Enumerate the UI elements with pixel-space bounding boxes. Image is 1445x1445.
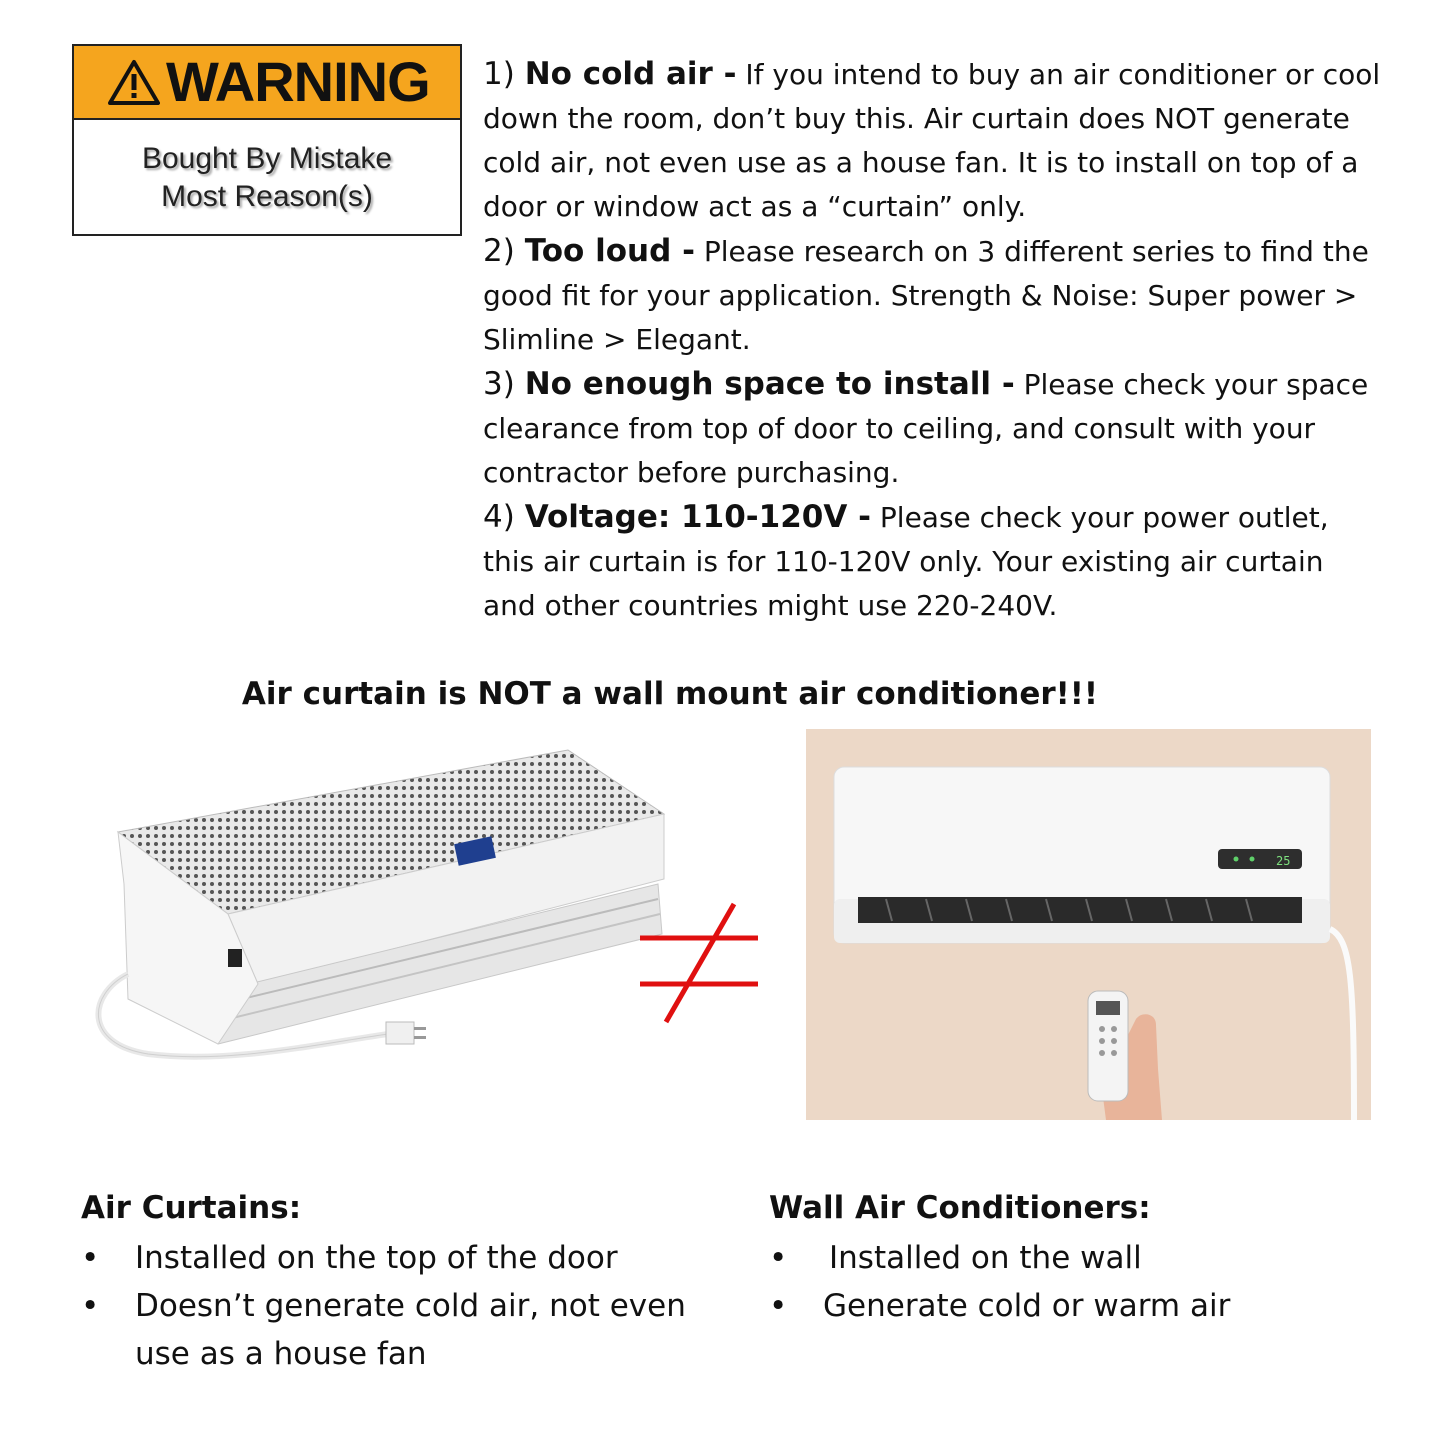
reason-number: 4) — [483, 499, 515, 535]
headline: Air curtain is NOT a wall mount air conditioner!!! — [241, 676, 1099, 712]
bullet-icon: • — [769, 1240, 788, 1276]
list-item — [81, 1282, 741, 1378]
list-item — [769, 1282, 1389, 1330]
warning-line-1: Bought By Mistake — [141, 142, 393, 175]
list-item-text: Doesn’t generate cold air, not even use as a house fan — [135, 1288, 686, 1372]
air-curtains-column — [81, 1184, 741, 1378]
wall-air-conditioner-image — [806, 729, 1371, 1120]
air-curtain-image — [88, 744, 678, 1074]
warning-triangle-icon — [108, 59, 160, 105]
reason-title: Voltage: 110-120V - — [524, 499, 871, 535]
reasons-list — [483, 52, 1383, 628]
ac-display-text: 25 — [1276, 854, 1291, 868]
warning-line-2: Most Reason(s) — [161, 180, 373, 213]
reason-title: No cold air - — [524, 56, 737, 92]
warning-sign — [72, 44, 462, 236]
reason-text: Please check your power outlet, this air curtain is for 110-120V only. Your existing air curtain and other countries might use 220-240V. — [483, 501, 1329, 622]
warning-title: WARNING — [166, 50, 430, 113]
wall-ac-list — [769, 1234, 1389, 1330]
air-curtains-list — [81, 1234, 741, 1378]
reason-item — [483, 362, 1383, 495]
reason-number: 3) — [483, 366, 515, 402]
bullet-icon: • — [81, 1288, 100, 1324]
reason-item — [483, 52, 1383, 229]
bullet-icon: • — [769, 1288, 788, 1324]
list-item — [769, 1234, 1389, 1282]
reason-number: 2) — [483, 233, 515, 269]
reason-title: No enough space to install - — [524, 366, 1015, 402]
reason-text: Please research on 3 different series to find the good fit for your application. Strength & Noise: Super power > Slimline > Elegant. — [483, 235, 1369, 356]
air-curtains-title: Air Curtains: — [81, 1190, 302, 1226]
reason-title: Too loud - — [524, 233, 695, 269]
wall-ac-title: Wall Air Conditioners: — [769, 1190, 1151, 1226]
bullet-icon: • — [81, 1240, 100, 1276]
warning-header — [74, 46, 460, 120]
list-item — [81, 1234, 741, 1282]
reason-item — [483, 495, 1383, 628]
reason-text: If you intend to buy an air conditioner or cool down the room, don’t buy this. Air curtain does NOT generate cold air, not even use as a house fan. It is to install on top of a door or window act as a “curtain” only. — [483, 58, 1381, 223]
wall-ac-illustration — [806, 729, 1371, 1120]
reason-text: Please check your space clearance from top of door to ceiling, and consult with your contractor before purchasing. — [483, 368, 1369, 489]
list-item-text: Generate cold or warm air — [823, 1288, 1231, 1324]
wall-ac-column — [769, 1184, 1389, 1330]
list-item-text: Installed on the wall — [829, 1240, 1142, 1276]
warning-subtitle — [74, 120, 460, 216]
list-item-text: Installed on the top of the door — [135, 1240, 618, 1276]
reason-item — [483, 229, 1383, 362]
not-equal-icon — [636, 900, 762, 1026]
reason-number: 1) — [483, 56, 515, 92]
